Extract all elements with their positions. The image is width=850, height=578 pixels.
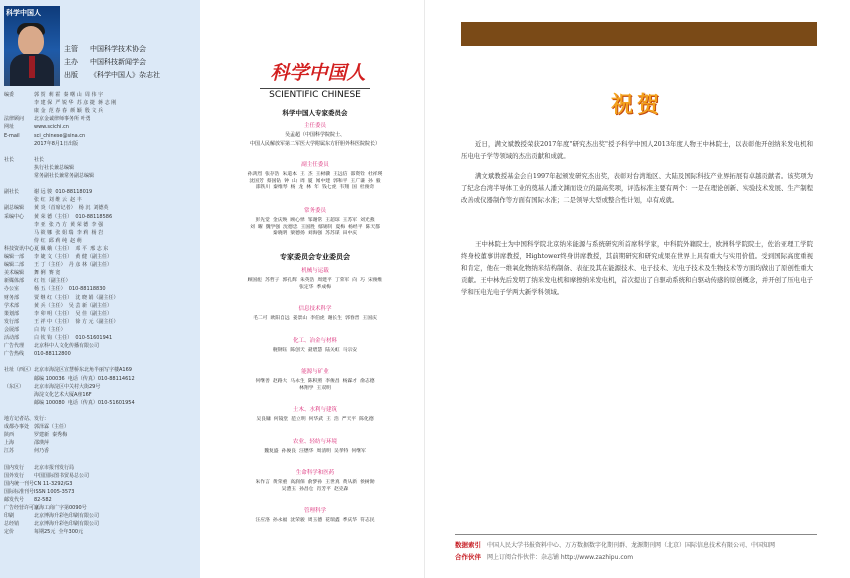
masthead-key: E-mail — [4, 132, 20, 139]
masthead-supervisor: 主管 中国科学技术协会 — [64, 45, 146, 53]
masthead-key: 策划部 — [4, 310, 20, 317]
masthead-value: 罗建新 秦秀梅 — [34, 432, 68, 439]
masthead-key: 副社长 — [4, 189, 20, 196]
footer-data-index-label: 数据索引 — [455, 541, 481, 549]
masthead-value: 82-582 — [34, 497, 52, 503]
masthead-key: 江苏 — [4, 448, 15, 455]
masthead-key: 编辑二部 — [4, 262, 25, 269]
masthead-key: 法律顾问 — [4, 116, 25, 123]
section-names: 毛二可 欧阳自远 姜景山 李伯虎 谢长生 郭春晋 王国庆 — [253, 316, 377, 321]
chair-name: 吴孟超（中国科学院院士、 — [284, 132, 345, 138]
masthead-key: 总经销 — [4, 521, 20, 528]
masthead-key: 广告经营许可证 — [4, 505, 40, 512]
masthead-key: 财务部 — [4, 294, 20, 301]
masthead-value: 邮编 100080 电话（传真）010-51601954 — [34, 399, 135, 406]
masthead-value: 常务副社长兼常务副总编辑 — [34, 173, 95, 179]
section-names: 舰钢钰 陈创天 聂碧慧 陆关虹 马宗安 — [272, 347, 358, 353]
masthead-key: 活动部 — [4, 335, 20, 341]
masthead-value: 白 钩（主任） — [34, 326, 66, 333]
masthead-key: 上海 — [4, 440, 15, 447]
masthead-value: 白 钦 钩（主任） 010-51601941 — [34, 335, 113, 341]
masthead-value: 中国国际图书贸易总公司 — [34, 472, 90, 479]
masthead-value: ISSN 1005-3573 — [34, 488, 75, 495]
masthead-value: 张 红 刘 维 云 赵 丰 — [34, 197, 82, 204]
masthead-value: 郭泽霖（主任） — [34, 424, 70, 431]
masthead-value: 北京博海升彩色印刷有限公司 — [34, 521, 100, 528]
masthead-value: 北京博海升彩色印刷有限公司 — [34, 513, 100, 520]
masthead-key: 国际标准刊号 — [4, 488, 35, 495]
masthead-key: 地方记者站、发行： — [4, 416, 50, 422]
masthead-key: 美术编辑 — [4, 270, 25, 277]
vice-chair-label: 副主任委员 — [301, 162, 329, 168]
masthead-key: 邮发代号 — [4, 497, 25, 503]
section-label: 信息技术科学 — [298, 306, 332, 312]
section-names: 吴良镛 何镜堂 范立明 何华武 王 浩 严天平 陈化德 — [256, 417, 374, 422]
masthead-key: 编委 — [4, 92, 15, 98]
masthead-value: 舞 俐 赛 宽 — [34, 270, 61, 277]
masthead-key: 广告热线 — [4, 351, 25, 358]
masthead-value: 杨 五（主任） 010-88118830 — [34, 286, 106, 293]
masthead-value: www.scichi.cn — [34, 124, 69, 131]
masthead-key: 副总编辑 — [4, 205, 25, 212]
masthead-value: 贾 继 红（主任） 沈 晓 娟（副主任） — [34, 294, 119, 301]
masthead-key: 印刷 — [4, 513, 15, 520]
article-page — [425, 0, 850, 578]
masthead-value: 黄 荣 德（主任） 010-88118586 — [34, 213, 113, 220]
masthead-value: 侍 红 邱 莉 纯 赵 萌 — [34, 237, 82, 244]
section-names: 魏复盛 孙俊良 汪懋华 周清明 吴孝特 何继军 — [264, 448, 366, 454]
footer-data-index — [455, 540, 775, 549]
brand-logo-cn: 科学中国人 — [270, 62, 366, 84]
masthead-value: 何乃香 — [34, 448, 50, 455]
masthead-value: 李 婕 文（主任） 黄 健（副主任） — [34, 254, 112, 260]
masthead-key: 新媒体部 — [4, 278, 25, 285]
masthead-value: 010-88112800 — [34, 351, 71, 358]
masthead-value: 夏 佩 娥（主任） 邓 平 邢 志 东 — [34, 245, 109, 252]
footer-data-index-text: 中国人民大学书报资料中心、万方数据数字化期刊群、龙源期刊网（北京）国际信息技术有限公司、中国知网 — [487, 542, 776, 549]
section-names: 顾国彪 苏哲子 郭孔辉 朱英浩 周建平 丁荣军 向 巧 宋俊维 张定华 季成梅 — [247, 278, 383, 290]
masthead-key: 学术部 — [4, 302, 20, 309]
section-names: 何继善 赵路大 马永生 陈积照 李俊昌 杨霖才 俞志德 林翔学 王双明 — [255, 379, 375, 391]
masthead-value: 黄 兵（主任） 吴 芸 新（副主任） — [34, 302, 112, 309]
masthead-publisher: 出版 《科学中国人》杂志社 — [64, 71, 160, 79]
vice-chair-names: 孙鸿烈 张存浩 朱道本 王 杰 王树骥 王远信 邵资铨 杜祥瑛 沈国芳 蔡国钻 钟 山 周 厦 闻中建 郭和平 王广谦 孙 毅 邵铁川 秦维琴 杨 龙 林 年 钱七虎 韦翔 国 杜俊奇 — [247, 172, 383, 190]
article-paragraph-3: 王中林院士为中国科学院北京纳米能源与系统研究所首席科学家，中科院外籍院士，欧洲科学院院士，佐治亚理工学院终身校董事讲席教授，Hightower终身讲席教授，其前期研究和研究成果在世界上具有重大与实用价值。受到国际高度重视和肯定，他在一维氧化物纳米结构制备、表征及其在能源技术、电子技术、光电子技术及生物技术等方面均做出了原创性重大贡献。王中林先后发明了纳米发电机和摩擦纳米发电机，首次提出了自驱动系统和自驱动传感的原创概念，并开创了压电电子学和压电光电子学两大新学科领域。 — [461, 240, 813, 296]
masthead-key: 会展部 — [4, 326, 20, 333]
masthead-value: 郭 贺 莉 霍 秦 曙 山 周 伟 宇 — [34, 92, 104, 98]
cover-logo: 科学中国人 — [6, 8, 41, 17]
masthead-value: 京海工商广字第0090号 — [34, 505, 87, 512]
cover-portrait-tie — [29, 56, 35, 78]
masthead-value: 邵瑛萍 — [34, 440, 50, 447]
section-label: 农业、轻纺与环境 — [292, 438, 337, 445]
committee-title: 科学中国人专家委员会 — [282, 109, 348, 117]
masthead-value: sci_chinese@sina.cn — [34, 132, 86, 139]
expert-committee-title: 专家委员会专业委员会 — [280, 253, 350, 261]
masthead-value: 2017年8月1日出版 — [34, 140, 79, 147]
masthead-value: CN 11-3292/G3 — [34, 480, 73, 487]
masthead-key: 国内统一刊号 — [4, 480, 35, 487]
masthead-key: （东区） — [4, 383, 25, 390]
section-label: 机械与运载 — [301, 268, 329, 274]
masthead-value: 谢 远 骏 010-88118019 — [34, 189, 93, 196]
article-paragraph-2: 满文斌教授基金会自1997年起颁发研究杰出奖，表彰对台湾地区、大陆及国际科技产业界拓展有卓越贡献者。该奖项为了纪念台湾半导体工业的奠基人潘文渊而设立的最高奖项，评选标准主要有两个：一是在理论创新、实验技术发展、生产制程改善或仪器制作等方面有国际水准；二是领导大型或整合性计划，卓有成就。 — [461, 172, 813, 204]
masthead-value: 康 金 范 春 春 颜 颖 殷 文 兵 — [34, 108, 104, 115]
masthead-value: 每期25元 全年300元 — [34, 529, 84, 536]
section-names: 朱作言 黄荣重 高润保 俞梦孙 王世真 黄从新 侯树勋 吴澧玉 孙昌仓 肖芳平 赵克森 — [255, 480, 375, 492]
chair-description: 中国人民解放军第二军医大学附属东方肝胆外科医院院长） — [249, 141, 380, 147]
masthead-key: 国内发行 — [4, 464, 25, 471]
header-banner — [461, 22, 817, 46]
masthead-value: 李 建 保 严 锐 华 苏 彦 捷 蒋 志 刚 — [34, 100, 117, 107]
masthead-value: 执行社长兼总编辑 — [34, 164, 75, 171]
section-label: 土木、水利与建筑 — [292, 407, 337, 413]
footer-divider — [455, 534, 817, 535]
footer-partner — [455, 552, 633, 561]
footer-partner-label: 合作伙伴 — [455, 553, 481, 561]
masthead-value: 李 卯 明（主任） 吴 佳（副主任） — [34, 310, 112, 317]
article-heading: 祝贺 — [611, 92, 664, 118]
masthead-value: 北京市海淀区中关村大街29号 — [34, 383, 101, 390]
masthead-key: 发行部 — [4, 318, 20, 325]
standing-members-label: 常务委员 — [303, 208, 326, 214]
masthead-value: 北京金诚律师事务所 叶勇 — [34, 116, 91, 123]
masthead-value: 邮编 100036 电话（传真）010-88114612 — [34, 375, 135, 382]
masthead-value: 红 钰（副主任） — [34, 278, 71, 285]
section-label: 管理科学 — [303, 508, 326, 514]
masthead-value: 王 丁（主任） 丹 彦 林（副主任） — [34, 262, 112, 269]
masthead-key: 国外发行 — [4, 472, 25, 479]
masthead-panel — [0, 0, 200, 578]
masthead-value: 王 祥 中（主任） 徐 方 元（副主任） — [34, 318, 119, 325]
masthead-key: 社址（西区） — [4, 367, 35, 374]
standing-members-names: 彭先觉 金庆焕 顾心怿 邹谢常 王超琼 王苏军 刘光燕 刘 曜 魏学强 沈德忠 王国胜 鄢锡钊 夏梅 杨经平 陈天都 秦晓明 梁德扬 刘海强 苏苏谋 田中庆 — [250, 218, 380, 236]
masthead-value: 李 亚 张 乃 方 黄 荣 德 李 强 — [34, 221, 104, 228]
masthead-key: 办公室 — [4, 286, 20, 293]
section-label: 化工、冶金与材料 — [292, 337, 337, 344]
masthead-key: 编辑一部 — [4, 254, 25, 260]
brand-logo-en: SCIENTIFIC CHINESE — [269, 90, 361, 100]
masthead-value: 北京科中人文化传播有限公司 — [34, 343, 100, 350]
masthead-value: 社长 — [34, 156, 45, 163]
section-label: 生命科学和医药 — [295, 470, 335, 476]
masthead-value: 北京市报刊发行局 — [34, 464, 75, 471]
masthead-key: 科技资讯中心 — [4, 245, 35, 252]
footer-partner-text[interactable]: 网上订阅合作伙伴：杂志铺 http://www.zazhipu.com — [487, 554, 634, 561]
cover-thumbnail — [4, 6, 60, 86]
masthead-value: 北京市海淀区宣慧桥东北角半丽写字楼A169 — [34, 367, 132, 374]
masthead-key: 定价 — [4, 529, 15, 536]
masthead-value: 海淀文化艺术大厦A座16F — [34, 391, 92, 398]
masthead-key: 成都办事处 — [4, 424, 30, 431]
brand-divider — [260, 88, 370, 89]
masthead-sponsor: 主办 中国科技新闻学会 — [64, 58, 146, 66]
chair-label: 主任委员 — [303, 123, 326, 129]
section-names: 汪应洛 孙永福 沈荣骏 周玉德 花瑞鑫 季庆华 符志民 — [255, 518, 375, 523]
masthead-key: 陕西 — [4, 432, 15, 439]
section-label: 能源与矿业 — [301, 369, 329, 375]
masthead-key: 网址 — [4, 124, 15, 131]
committee-page — [200, 0, 425, 578]
article-paragraph-1: 近日，满文斌教授荣获2017年度"研究杰出奖"授予科学中国人2013年度人物王中林院士，以表彰他开创纳米发电机和压电电子学等领域的杰出贡献和成就。 — [461, 140, 813, 160]
masthead-key: 广告代理 — [4, 343, 25, 350]
cover-portrait — [18, 26, 44, 56]
masthead-value: 黄 炎（首席记者） 杨 沉 刘德英 — [34, 205, 109, 212]
masthead-key: 采编中心 — [4, 213, 25, 220]
masthead-value: 马 筱 娜 张 姐 瑞 李 莉 杨 岩 — [34, 229, 104, 236]
masthead-key: 社长 — [4, 156, 15, 163]
